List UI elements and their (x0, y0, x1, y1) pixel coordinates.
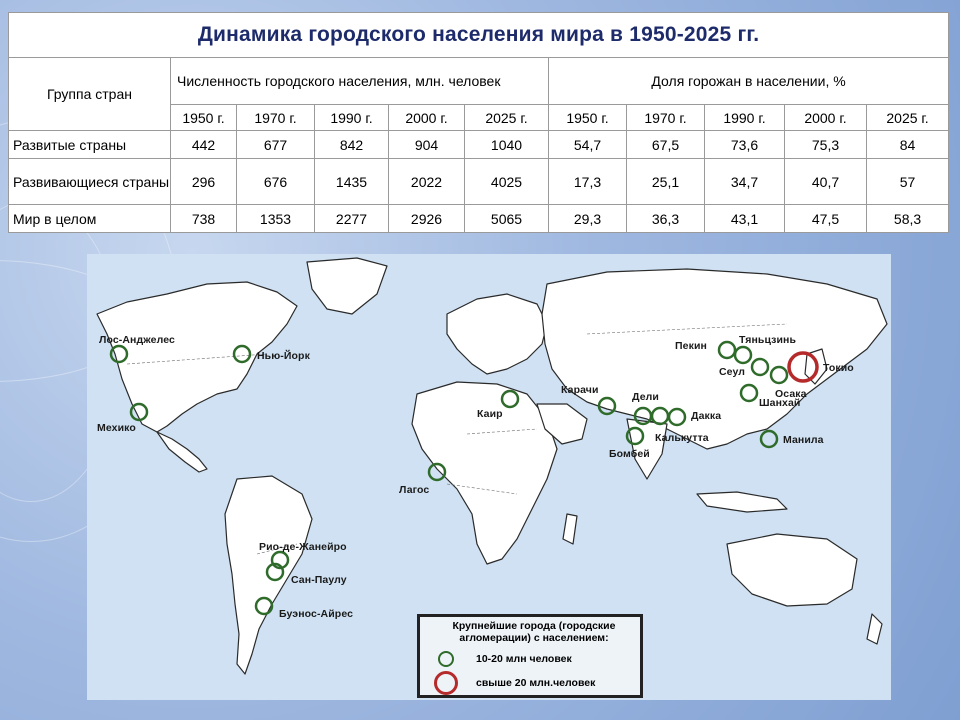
city-label: Рио-де-Жанейро (259, 541, 347, 553)
cell: 47,5 (785, 205, 867, 233)
cell: 25,1 (627, 159, 705, 205)
cell: 67,5 (627, 131, 705, 159)
cell: 34,7 (705, 159, 785, 205)
cell: 1040 (465, 131, 549, 159)
world-map (87, 254, 891, 700)
cell: 17,3 (549, 159, 627, 205)
cell: 1353 (237, 205, 315, 233)
table-row (9, 131, 949, 159)
city-marker-cairo (502, 391, 518, 407)
city-label: Сеул (719, 366, 746, 378)
cell: 57 (867, 159, 949, 205)
cell: 676 (237, 159, 315, 205)
city-label: Шанхай (759, 397, 801, 409)
cell: 842 (315, 131, 389, 159)
city-marker-tokyo (789, 353, 817, 381)
city-label: Калькутта (655, 432, 709, 444)
year-header: 1970 г. (237, 105, 315, 131)
legend-title: Крупнейшие города (городские агломерации) с населением: (452, 620, 616, 644)
city-label: Токио (823, 362, 854, 374)
cell: 738 (171, 205, 237, 233)
population-header: Численность городского населения, млн. человек (171, 58, 549, 105)
city-label: Мехико (97, 422, 136, 434)
city-marker-dhaka (669, 409, 685, 425)
city-label: Лос-Анджелес (99, 334, 175, 346)
cell: 43,1 (705, 205, 785, 233)
year-header: 2025 г. (465, 105, 549, 131)
cell: 677 (237, 131, 315, 159)
city-label: Бомбей (609, 448, 650, 460)
legend-small-ring-icon (438, 651, 454, 667)
row-group: Развитые страны (9, 131, 171, 159)
cell: 296 (171, 159, 237, 205)
legend-small-label: 10-20 млн человек (476, 653, 572, 665)
cell: 2277 (315, 205, 389, 233)
city-marker-tianjin (735, 347, 751, 363)
city-label: Лагос (399, 484, 430, 496)
cell: 2926 (389, 205, 465, 233)
year-header: 2000 г. (389, 105, 465, 131)
group-header: Группа стран (9, 58, 171, 131)
city-label: Карачи (561, 384, 599, 396)
cell: 5065 (465, 205, 549, 233)
city-label: Пекин (675, 340, 707, 352)
city-marker-delhi-2 (652, 408, 668, 424)
city-label: Тяньцзинь (739, 334, 797, 346)
city-marker-los-angeles (111, 346, 127, 362)
year-header: 1950 г. (549, 105, 627, 131)
year-header: 1950 г. (171, 105, 237, 131)
city-marker-bombay (627, 428, 643, 444)
share-header: Доля горожан в населении, % (549, 58, 949, 105)
city-label: Каир (477, 408, 503, 420)
city-label: Осака (775, 388, 807, 400)
city-marker-manila (761, 431, 777, 447)
city-marker-osaka (771, 367, 787, 383)
city-label: Манила (783, 434, 824, 446)
year-header: 1990 г. (315, 105, 389, 131)
table-row (9, 159, 949, 205)
city-marker-mexico (131, 404, 147, 420)
city-label: Сан-Паулу (291, 574, 347, 586)
row-group: Развивающиеся страны (9, 159, 171, 205)
city-marker-karachi (599, 398, 615, 414)
cell: 442 (171, 131, 237, 159)
year-header: 1970 г. (627, 105, 705, 131)
year-header: 1990 г. (705, 105, 785, 131)
legend-large-ring-icon (434, 671, 458, 695)
row-group: Мир в целом (9, 205, 171, 233)
cell: 904 (389, 131, 465, 159)
city-marker-beijing (719, 342, 735, 358)
city-label: Нью-Йорк (257, 350, 310, 362)
city-label: Дели (632, 391, 659, 403)
table-row (9, 205, 949, 233)
city-marker-lagos (429, 464, 445, 480)
city-marker-new-york (234, 346, 250, 362)
year-header: 2000 г. (785, 105, 867, 131)
cell: 73,6 (705, 131, 785, 159)
map-legend (417, 614, 643, 698)
cell: 4025 (465, 159, 549, 205)
cell: 84 (867, 131, 949, 159)
city-label: Буэнос-Айрес (279, 608, 354, 620)
cell: 1435 (315, 159, 389, 205)
cell: 29,3 (549, 205, 627, 233)
year-header: 2025 г. (867, 105, 949, 131)
city-label: Дакка (691, 410, 722, 422)
city-marker-delhi (635, 408, 651, 424)
table-title: Динамика городского населения мира в 1950-2025 гг. (9, 13, 949, 58)
city-marker-seoul (752, 359, 768, 375)
cell: 54,7 (549, 131, 627, 159)
cell: 40,7 (785, 159, 867, 205)
cell: 2022 (389, 159, 465, 205)
cell: 75,3 (785, 131, 867, 159)
legend-large-label: свыше 20 млн.человек (476, 677, 596, 689)
urban-population-table (8, 12, 949, 233)
city-marker-shanghai (741, 385, 757, 401)
city-marker-buenos-aires (256, 598, 272, 614)
cell: 58,3 (867, 205, 949, 233)
cell: 36,3 (627, 205, 705, 233)
